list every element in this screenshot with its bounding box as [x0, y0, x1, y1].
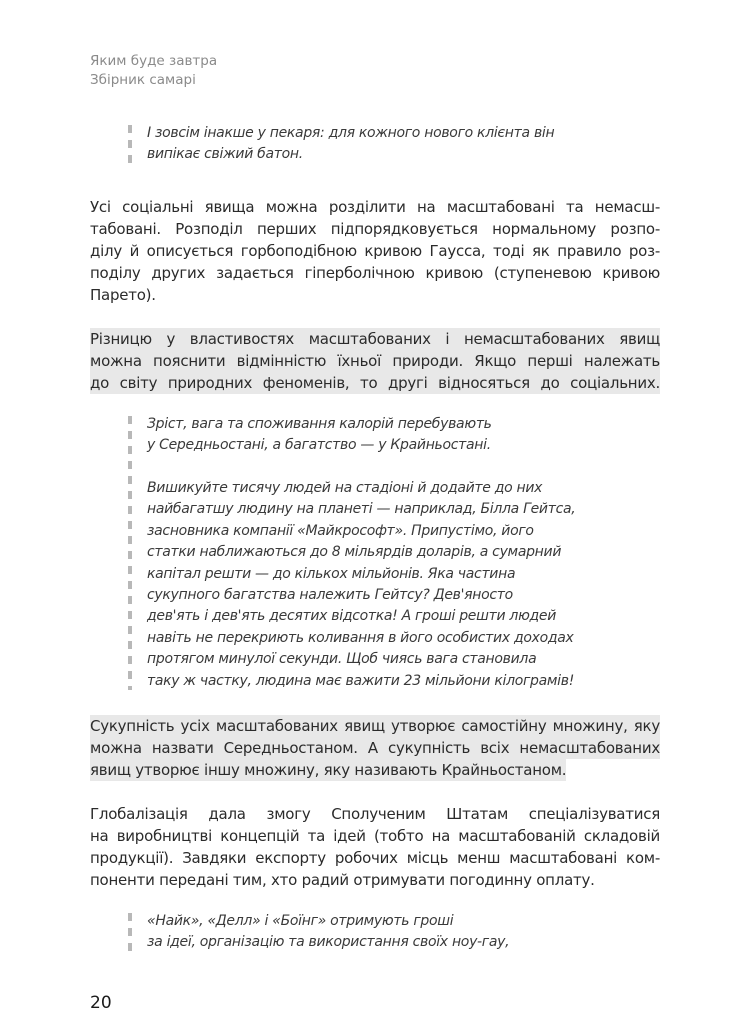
- text-line: поділу других задається гіперболічною кривою (ступеневою кривою: [90, 263, 660, 282]
- text-line: поненти передані тим, хто радий отримувати погодинну оплату.: [90, 871, 595, 890]
- quote-line: за ідеї, організацію та використання своїх ноу-гау,: [147, 934, 510, 951]
- quote-line: дев'ять і дев'ять десятих відсотка! А гроші решти людей: [147, 608, 557, 625]
- pull-quote: [90, 414, 660, 692]
- quote-line: засновника компанії «Майкрософт». Припустімо, його: [147, 522, 534, 539]
- text-line: Парето).: [90, 285, 156, 304]
- quote-line: капітал решти — до кількох мільйонів. Яка частина: [147, 565, 516, 582]
- body-paragraph: [90, 803, 660, 891]
- text-line: можна пояснити відмінністю їхньої природи. Якщо перші належать: [90, 351, 660, 370]
- quote-line: Вишикуйте тисячу людей на стадіоні й додайте до них: [147, 480, 543, 497]
- quote-line: у Середньостані, а багатство — у Крайньостані.: [147, 437, 491, 454]
- page-number: 20: [90, 993, 112, 1013]
- text-line: Усі соціальні явища можна розділити на масштабовані та немасш-: [90, 197, 660, 216]
- quote-line: протягом минулої секунди. Щоб чиясь вага становила: [147, 651, 537, 668]
- text-line: Глобалізація дала змогу Сполученим Штатам спеціалізуватися: [90, 805, 660, 824]
- quote-line: найбагатшу людину на планеті — наприклад, Білла Гейтса,: [147, 501, 576, 518]
- text-line: Різницю у властивостях масштабованих і немасштабованих явищ: [90, 329, 660, 348]
- page-content: [90, 123, 660, 954]
- text-line: ділу й описується горбоподібною кривою Гаусса, тоді як правило роз-: [90, 241, 660, 260]
- highlighted-paragraph: [90, 715, 660, 781]
- body-paragraph: [90, 196, 660, 306]
- quote-bar: [128, 125, 132, 164]
- quote-bar: [128, 416, 132, 690]
- quote-line: Зріст, вага та споживання калорій перебувають: [147, 415, 492, 432]
- pull-quote: [90, 911, 660, 954]
- book-subtitle: Збірник самарі: [90, 72, 196, 88]
- quote-line: навіть не перекриють коливання в його особистих доходах: [147, 629, 574, 646]
- pull-quote: [90, 123, 660, 166]
- quote-line: І зовсім інакше у пекаря: для кожного нового клієнта він: [147, 125, 555, 141]
- quote-line: статки наближаються до 8 мільярдів доларів, а сумарний: [147, 544, 562, 561]
- text-line: можна назвати Середньостаном. А сукупність всіх немасштабованих: [90, 739, 660, 758]
- quote-bar: [128, 913, 132, 952]
- quote-line: випікає свіжий батон.: [147, 146, 303, 163]
- text-line: на виробництві концепцій та ідей (тобто на масштабованій складовій: [90, 827, 660, 846]
- book-title: Яким буде завтра: [90, 53, 218, 69]
- text-line: до світу природних феноменів, то другі відносяться до соціальних.: [90, 373, 660, 392]
- highlighted-paragraph: [90, 328, 660, 394]
- text-line: Сукупність усіх масштабованих явищ утворює самостійну множину, яку: [90, 717, 660, 736]
- quote-line: таку ж частку, людина має важити 23 мільйони кілограмів!: [147, 672, 575, 689]
- text-line: явищ утворює іншу множину, яку називають Крайньостаном.: [90, 761, 567, 780]
- text-line: табовані. Розподіл перших підпорядковується нормальному розпо-: [90, 219, 660, 238]
- running-head: [90, 52, 217, 90]
- quote-line: «Найк», «Делл» і «Боїнг» отримують гроші: [147, 913, 454, 930]
- text-line: продукції). Завдяки експорту робочих місць менш масштабовані ком-: [90, 849, 660, 868]
- quote-line: сукупного багатства належить Гейтсу? Дев'яносто: [147, 587, 513, 604]
